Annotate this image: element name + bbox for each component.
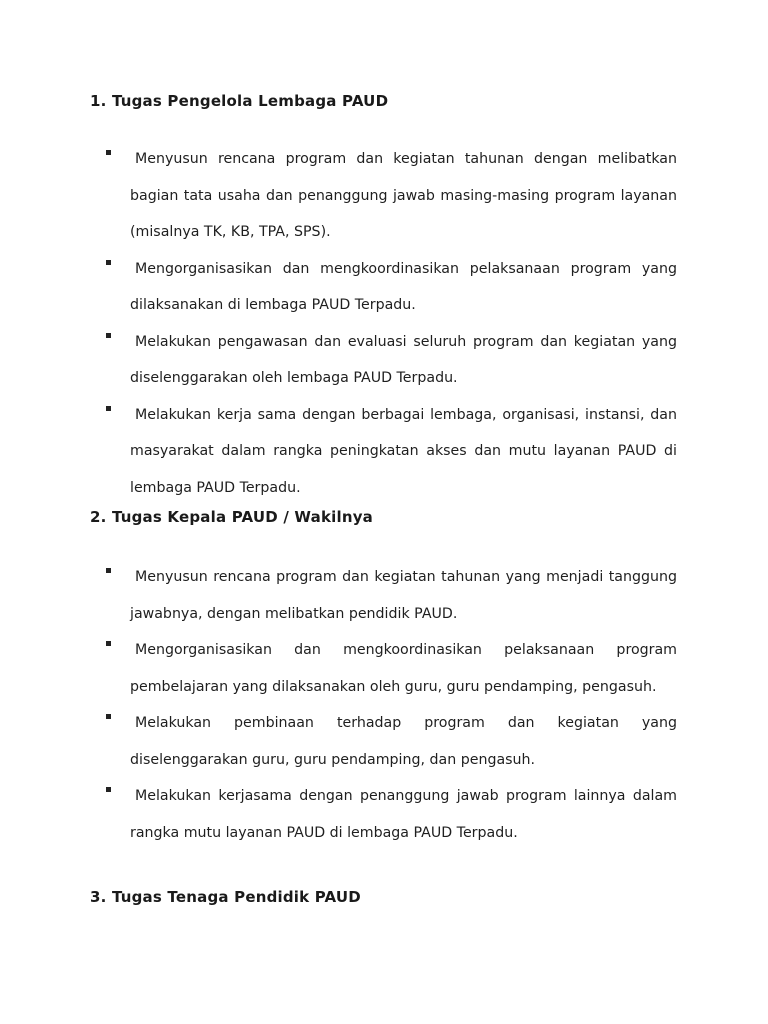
list-item — [0, 324, 768, 397]
section-1-list — [0, 141, 768, 506]
square-bullet-icon — [106, 787, 111, 792]
square-bullet-icon — [106, 333, 111, 338]
section-heading-2: 2. Tugas Kepala PAUD / Wakilnya — [90, 508, 373, 526]
list-item — [0, 141, 768, 251]
list-item-text: Mengorganisasikan dan mengkoordinasikan pelaksanaan program pembelajaran yang dilaksanakan oleh guru, guru pendamping, pengasuh. — [130, 642, 677, 695]
section-heading-1: 1. Tugas Pengelola Lembaga PAUD — [90, 92, 389, 110]
square-bullet-icon — [106, 641, 111, 646]
list-item-text: Melakukan kerja sama dengan berbagai lembaga, organisasi, instansi, dan masyarakat dalam rangka peningkatan akses dan mutu layanan PAUD di lembaga PAUD Terpadu. — [130, 406, 677, 496]
square-bullet-icon — [106, 406, 111, 411]
list-item — [0, 251, 768, 324]
list-item-text: Melakukan kerjasama dengan penanggung jawab program lainnya dalam rangka mutu layanan PAUD di lembaga PAUD Terpadu. — [130, 788, 677, 841]
list-item-text: Menyusun rencana program dan kegiatan tahunan yang menjadi tanggung jawabnya, dengan melibatkan pendidik PAUD. — [130, 569, 677, 622]
square-bullet-icon — [106, 260, 111, 265]
section-heading-3: 3. Tugas Tenaga Pendidik PAUD — [90, 888, 361, 906]
list-item — [0, 559, 768, 632]
list-item-text: Melakukan pengawasan dan evaluasi seluruh program dan kegiatan yang diselenggarakan oleh lembaga PAUD Terpadu. — [130, 333, 677, 386]
list-item-text: Melakukan pembinaan terhadap program dan kegiatan yang diselenggarakan guru, guru pendamping, dan pengasuh. — [130, 715, 677, 768]
square-bullet-icon — [106, 714, 111, 719]
square-bullet-icon — [106, 150, 111, 155]
list-item — [0, 778, 768, 851]
list-item — [0, 632, 768, 705]
list-item-text: Menyusun rencana program dan kegiatan tahunan dengan melibatkan bagian tata usaha dan penanggung jawab masing-masing program layanan (misalnya TK, KB, TPA, SPS). — [130, 151, 677, 240]
square-bullet-icon — [106, 568, 111, 573]
section-2-list — [0, 559, 768, 851]
list-item — [0, 705, 768, 778]
list-item-text: Mengorganisasikan dan mengkoordinasikan pelaksanaan program yang dilaksanakan di lembaga PAUD Terpadu. — [130, 260, 677, 313]
list-item — [0, 397, 768, 507]
